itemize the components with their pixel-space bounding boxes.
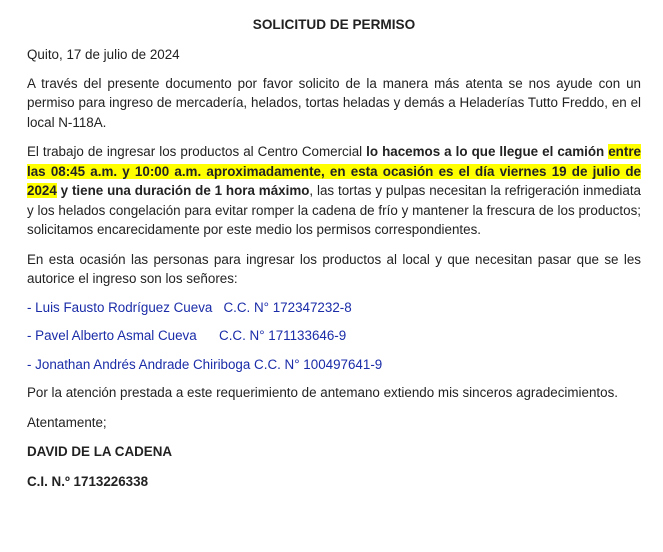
personas-intro: En esta ocasión las personas para ingresar los productos al local y que necesitan pasar que se les autorice el ingreso son los señores: [27, 251, 641, 286]
person-item: - Luis Fausto Rodríguez Cueva C.C. N° 172347232-8 [27, 299, 352, 315]
trabajo-plain-2: , las tortas y pulpas necesitan la refrigeración inmediata y los helados congelación para evitar romper la cadena de frío y mantener la frescura de los productos; solicitamos encarecidamente por este medio los permisos correspondientes. [27, 183, 642, 237]
trabajo-plain-1: El trabajo de ingresar los productos al Centro Comercial [27, 144, 367, 159]
person-item: - Jonathan Andrés Andrade Chiriboga C.C. N° 100497641-9 [27, 356, 383, 372]
person-item: - Pavel Alberto Asmal Cueva C.C. N° 171133646-9 [27, 328, 347, 343]
closing-paragraph: Por la atención prestada a este requerimiento de antemano extiendo mis sinceros agradecimientos. [27, 385, 619, 400]
trabajo-bold-1: lo hacemos a lo que llegue el camión [366, 144, 609, 159]
signer-name: DAVID DE LA CADENA [27, 444, 173, 459]
trabajo-paragraph [27, 142, 641, 240]
trabajo-highlight: entre las 08:45 a.m. y 10:00 a.m. aproximadamente, en esta ocasión es el día viernes 19 de julio de 2024 [27, 144, 641, 198]
signer-id: C.I. N.º 1713226338 [27, 473, 149, 489]
trabajo-bold-2: y tiene una duración de 1 hora máximo [56, 183, 310, 198]
intro-paragraph: A través del presente documento por favor solicito de la manera más atenta se nos ayude con un permiso para ingreso de mercadería, helados, tortas heladas y demás a Heladerías Tutto Freddo, en el local N-118A. [27, 75, 641, 130]
letter-title: SOLICITUD DE PERMISO [252, 17, 416, 32]
date-line: Quito, 17 de julio de 2024 [27, 47, 180, 62]
farewell: Atentamente; [27, 414, 107, 430]
